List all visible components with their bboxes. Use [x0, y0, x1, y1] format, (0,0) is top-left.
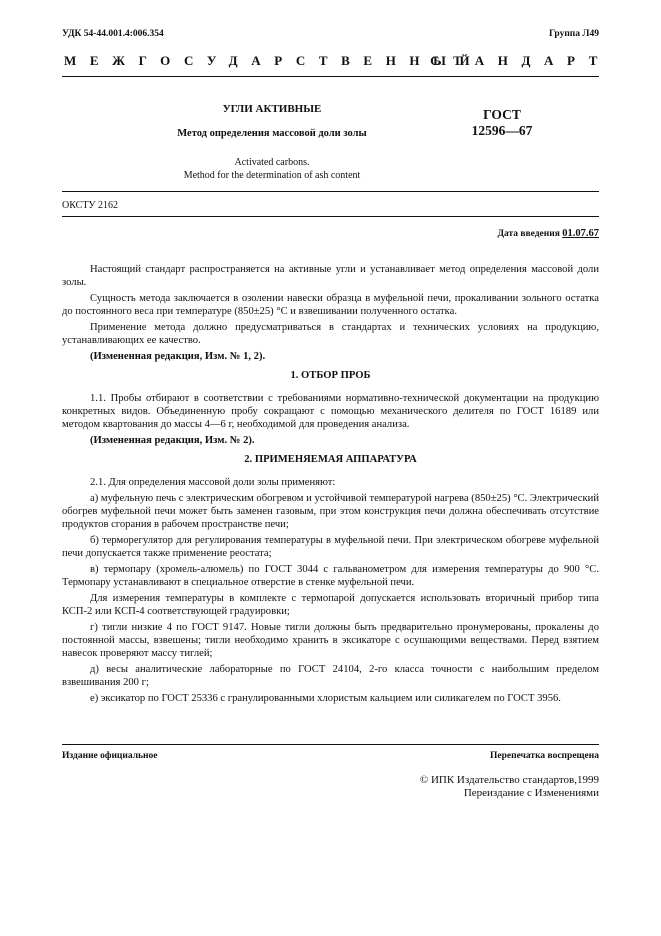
copyright-line: © ИПК Издательство стандартов,1999: [419, 774, 599, 786]
list-item: б) терморегулятор для регулирования температуры в муфельной печи. При электрическом обогреве муфельной печи допускается также применение реостата;: [62, 535, 599, 559]
reprint-prohibited-label: Перепечатка воспрещена: [489, 751, 599, 761]
intro-date: [497, 228, 599, 239]
standard-word: СТАНДАРТ: [430, 53, 611, 68]
english-title-line: Method for the determination of ash content: [183, 170, 361, 181]
english-title: [92, 156, 452, 182]
standard-title: УГЛИ АКТИВНЫЕ: [222, 103, 322, 115]
paragraph: Для измерения температуры в комплекте с термопарой допускается использовать вторичный прибор типа КСП-2 или КСП-4 соответствующей градуировки;: [62, 593, 599, 617]
list-item: в) термопару (хромель-алюмель) по ГОСТ 3044 с гальванометром для измерения температуры до 900 °С. Термопару устанавливают в специальное отверстие в стенке муфельной печи.: [62, 564, 599, 588]
list-item: г) тигли низкие 4 по ГОСТ 9147. Новые тигли должны быть предварительно пронумерованы, прокалены до постоянной массы, взвешены; тигли необходимо хранить в эксикаторе с осушающими веществами. Перед взятием навесок проверяют массу тиглей;: [62, 622, 599, 659]
gost-label: ГОСТ: [483, 107, 521, 122]
edition-note: (Измененная редакция, Изм. № 2).: [90, 435, 255, 446]
okstu-code: ОКСТУ 2162: [62, 200, 119, 211]
list-item: а) муфельную печь с электрическим обогревом и устойчивой температурой нагрева (850±25) °С. Электрический обогрев муфельной печи может быть заменен газовым, при этом конструкция печи должна обеспечивать отсутствие продуктов сгорания в рабочем пространстве печи;: [62, 493, 599, 530]
footer-rule: [62, 744, 599, 745]
document-page: [62, 0, 611, 936]
reissue-line: Переиздание с Изменениями: [463, 787, 599, 799]
paragraph: Сущность метода заключается в озолении навески образца в муфельной печи, прокаливании зольного остатка до постоянного веса при температуре (850±25) °С и взвешивании полученного остатка.: [62, 293, 599, 317]
edition-note: (Измененная редакция, Изм. № 1, 2).: [90, 351, 266, 362]
interstate-standard-heading: [62, 53, 611, 69]
header-rule: [62, 76, 599, 77]
paragraph: Настоящий стандарт распространяется на активные угли и устанавливает метод определения массовой доли золы.: [62, 264, 599, 288]
udk-code: УДК 54-44.001.4:006.354: [62, 29, 164, 39]
gost-designation: [462, 107, 542, 139]
section-heading: 1. ОТБОР ПРОБ: [290, 370, 371, 381]
list-item: е) эксикатор по ГОСТ 25336 с гранулированными хлористым кальцием или силикагелем по ГОСТ 3956.: [90, 693, 561, 704]
intro-date-value: 01.07.67: [562, 228, 599, 239]
paragraph: Применение метода должно предусматриваться в стандартах и технических условиях на продукцию, устанавливающих ее качество.: [62, 322, 599, 346]
gost-number: 12596—67: [471, 123, 533, 138]
intro-date-label: Дата введения: [497, 229, 560, 239]
paragraph: 1.1. Пробы отбирают в соответствии с требованиями нормативно-технической документации на продукцию конкретных видов. Объединенную пробу сокращают с помощью механического делителя по ГОСТ 16189 или методом квартования до массы 4—6 г, необходимой для проведения анализа.: [62, 393, 599, 430]
english-title-line: Activated carbons.: [234, 157, 310, 168]
okstu-rule: [62, 216, 599, 217]
group-code: Группа Л49: [548, 29, 599, 39]
official-edition-label: Издание официальное: [62, 751, 158, 761]
interstate-word: МЕЖГОСУДАРСТВЕННЫЙ: [64, 53, 484, 68]
document-body: [62, 263, 599, 708]
title-rule: [62, 191, 599, 192]
title-block: [92, 103, 452, 182]
section-heading: 2. ПРИМЕНЯЕМАЯ АППАРАТУРА: [244, 454, 417, 465]
list-item: д) весы аналитические лабораторные по ГОСТ 24104, 2-го класса точности с наибольшим пределом взвешивания 200 г;: [62, 664, 599, 688]
copyright-block: [420, 774, 599, 800]
paragraph: 2.1. Для определения массовой доли золы применяют:: [90, 477, 336, 488]
standard-subtitle: Метод определения массовой доли золы: [177, 128, 367, 139]
